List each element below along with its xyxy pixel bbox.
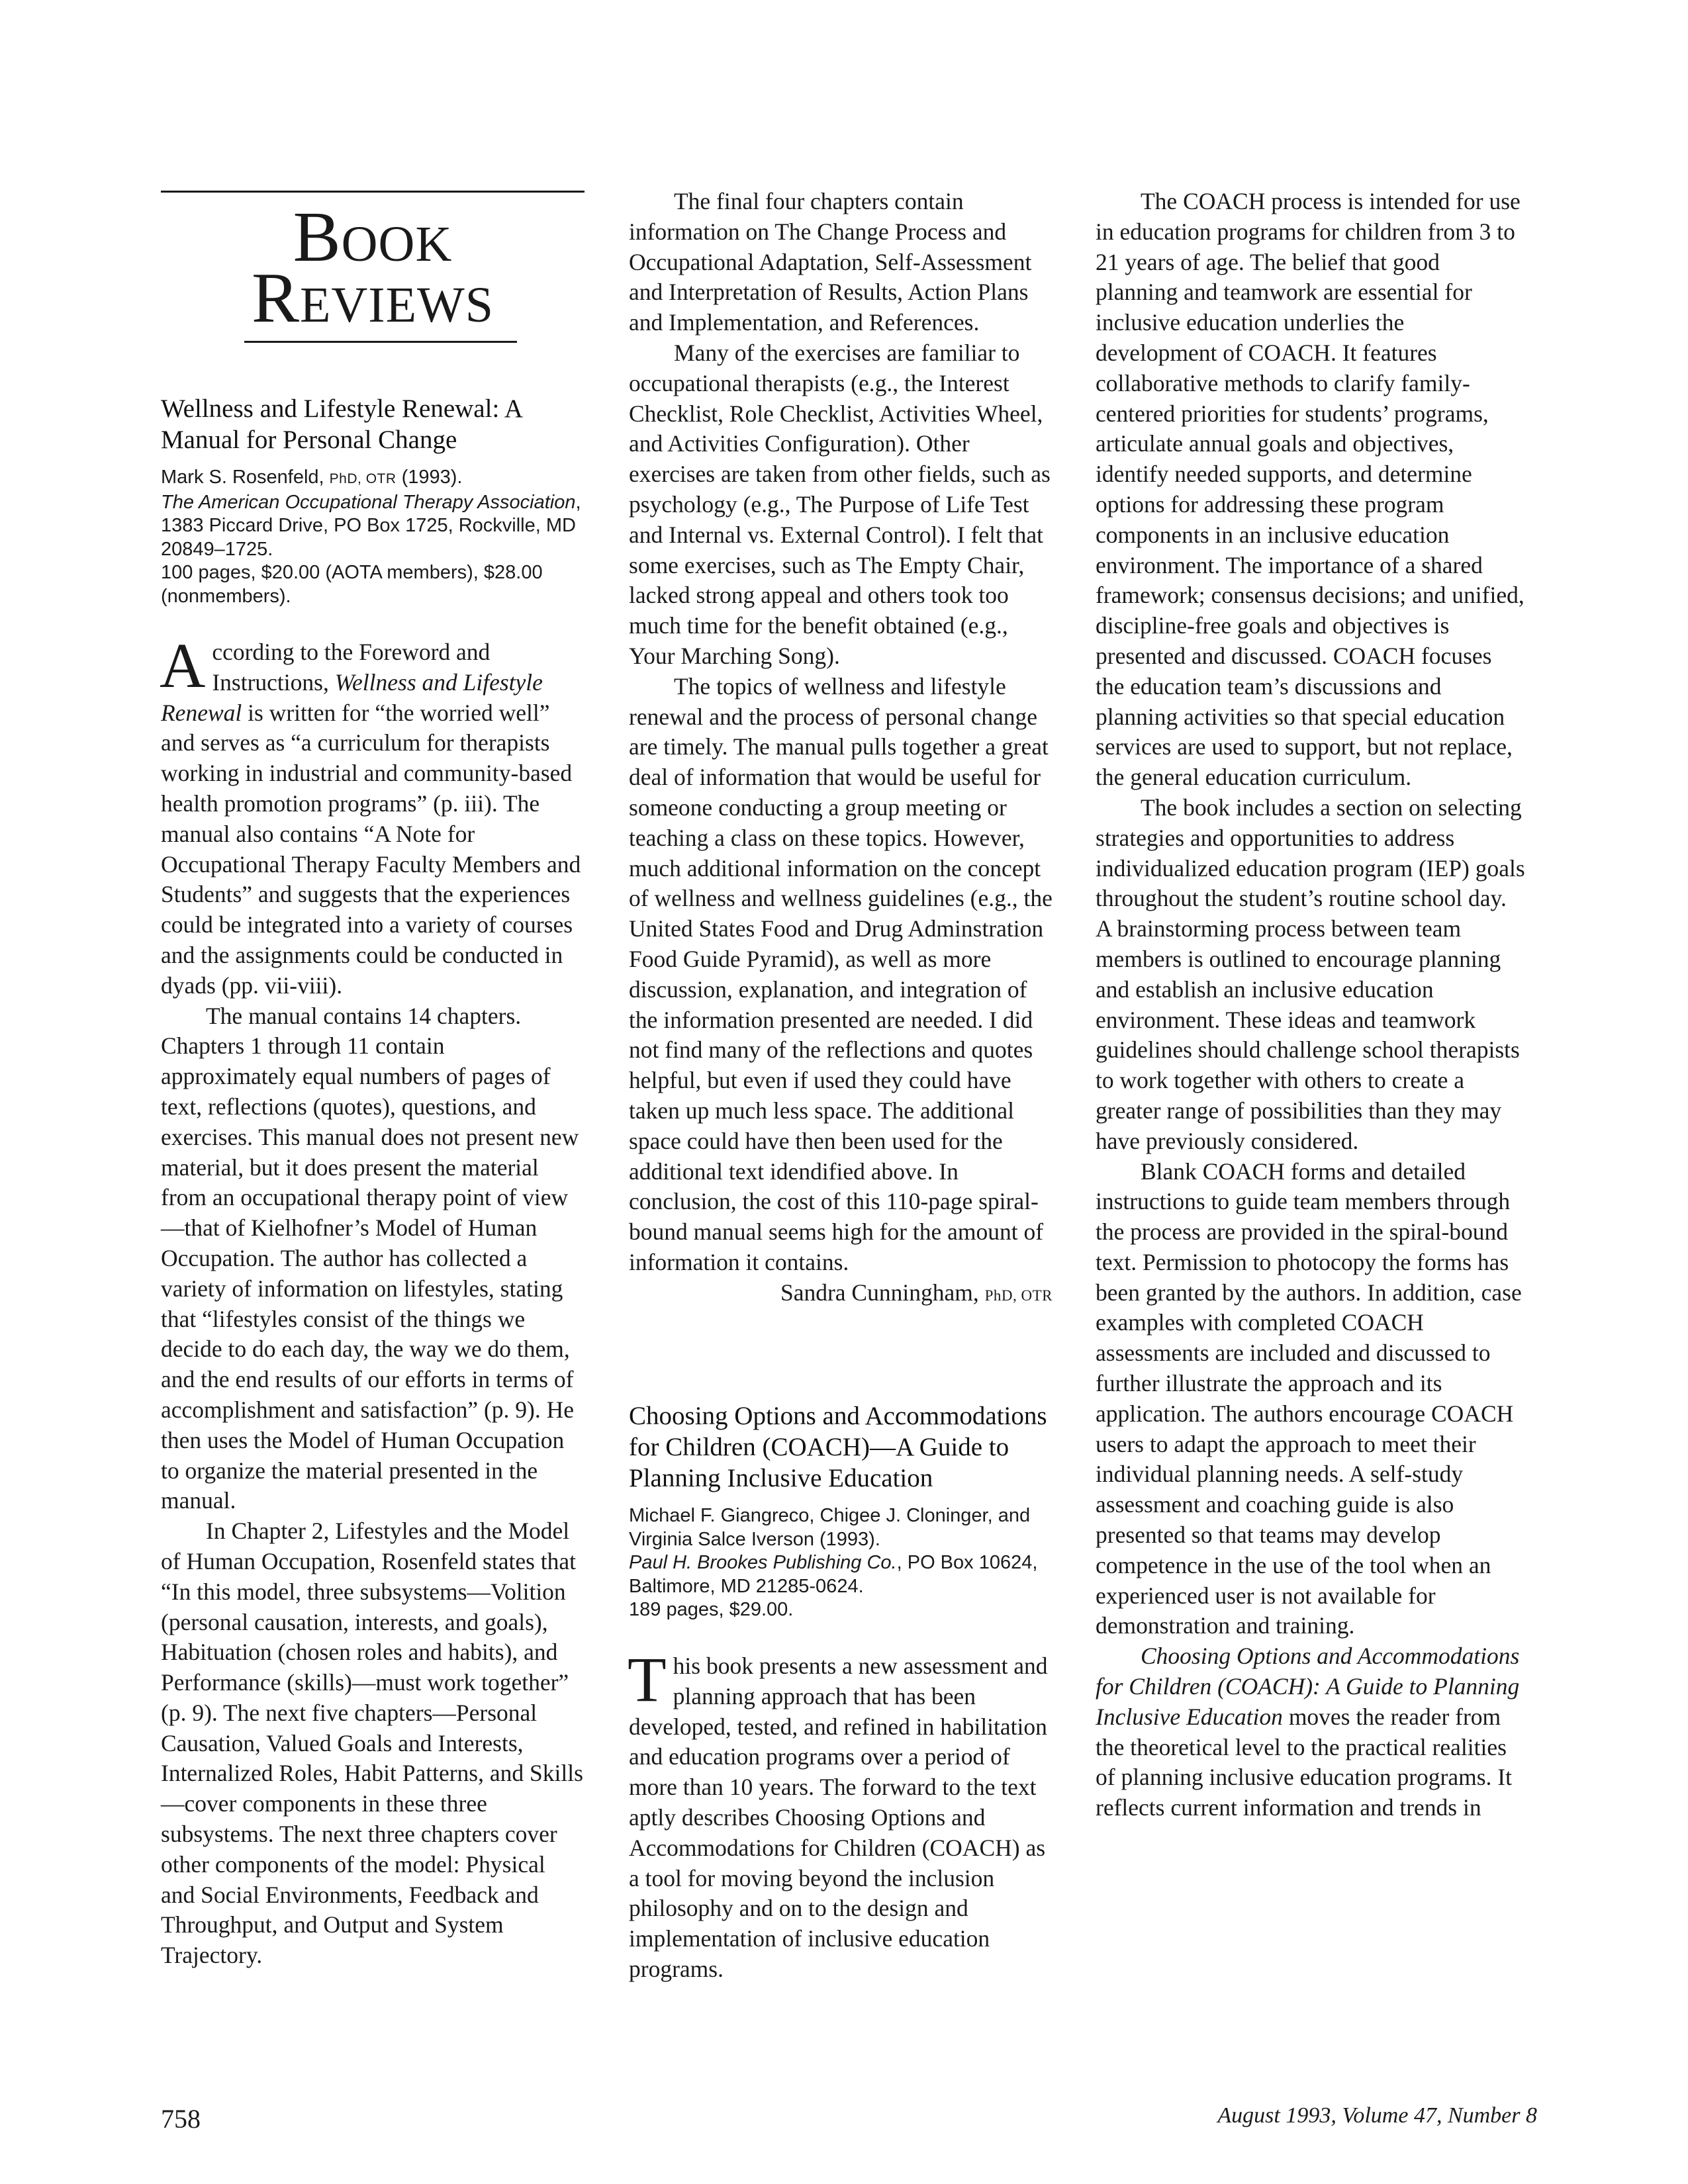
column-middle bbox=[629, 187, 1053, 1985]
review1-paragraph-6: The topics of wellness and lifestyle renewal and the process of personal change are timely. The manual pulls together a great deal of information that would be useful for someone conducting a group meeting or teaching a class on these topics. However, much additional information on the concept of wellness and wellness guidelines (e.g., the United States Food and Drug Adminstration Food Guide Pyramid), as well as more discussion, explanation, and integration of the information presented are needed. I did not find many of the reflections and quotes helpful, but even if used they could have taken up much less space. The additional space could have then been used for the additional text idendified above. In conclusion, the cost of this 110-page spiral-bound manual seems high for the amount of information it contains. bbox=[629, 672, 1053, 1275]
page-number: 758 bbox=[161, 2104, 201, 2134]
review1-author: Mark S. Rosenfeld, bbox=[161, 467, 324, 488]
review2-address: , PO Box 10624, Baltimore, MD 21285-0624. bbox=[629, 1552, 1038, 1597]
section-heading-line2: Reviews bbox=[251, 259, 494, 338]
review1-body-continued bbox=[629, 187, 1053, 1278]
review1-reviewer-credentials: PhD, OTR bbox=[984, 1287, 1053, 1304]
review1-publisher: The American Occupational Therapy Association bbox=[161, 491, 576, 513]
review1-citation bbox=[161, 466, 585, 608]
review2-paragraph-3: The book includes a section on selecting strategies and opportunities to address individualized education program (IEP) goals throughout the student’s routine school day. A brainstorming process between team members is outlined to encourage planning and establish an inclusive education environment. These ideas and teamwork guidelines should challenge school therapists to work together with others to create a greater range of possibilities than they may have previously considered. bbox=[1096, 794, 1525, 1154]
review2-authors: Michael F. Giangreco, Chigee J. Cloninger, and Virginia Salce Iverson (1993). bbox=[629, 1505, 1031, 1550]
review1-address: , 1383 Piccard Drive, PO Box 1725, Rockville, MD 20849–1725. bbox=[161, 491, 581, 560]
review1-p1-text-a: ccording to the Foreword and Instructions, bbox=[212, 639, 491, 696]
section-masthead bbox=[161, 191, 585, 343]
column-right bbox=[1096, 187, 1526, 1823]
review1-author-credentials: PhD, OTR bbox=[329, 471, 397, 486]
review1-year: (1993). bbox=[401, 467, 463, 488]
review2-details: 189 pages, $29.00. bbox=[629, 1599, 794, 1621]
section-heading bbox=[161, 193, 585, 338]
review2-dropcap: T bbox=[628, 1643, 667, 1715]
review1-p1-book-title: Wellness and Lifestyle Renewal bbox=[161, 668, 543, 726]
review1-paragraph-3: In Chapter 2, Lifestyles and the Model of Human Occupation, Rosenfeld states that “In this model, three subsystems—Volition (personal causation, interests, and goals), Habituation (chosen roles and habits), and Performance (skills)—must work together” (p. 9). The next five chapters—Personal Causation, Valued Goals and Interests, Internalized Roles, Habit Patterns, and Skills—cover components in these three subsystems. The next three chapters cover other components of the model: Physical and Social Environments, Feedback and Throughput, and Output and System Trajectory. bbox=[161, 1518, 583, 1969]
review2-paragraph-1 bbox=[628, 1643, 1053, 1985]
review2-paragraph-4: Blank COACH forms and detailed instructions to guide team members through the process are provided in the spiral-bound text. Permission to photocopy the forms has been granted by the authors. In addition, case examples with completed COACH assessments are included and discussed to further illustrate the approach and its application. The authors encourage COACH users to adapt the approach to meet their individual planning needs. A self-study assessment and coaching guide is also presented so that teams may develop competence in the use of the tool when an experienced user is not available for demonstration and training. bbox=[1096, 1158, 1522, 1639]
review2-p5-text: moves the reader from the theoretical level to the practical realities of planning inclusive education programs. It reflects current information and trends in bbox=[1096, 1703, 1512, 1821]
review2-paragraph-2: The COACH process is intended for use in education programs for children from 3 to 21 years of age. The belief that good planning and teamwork are essential for inclusive education underlies the development of COACH. It features collaborative methods to clarify family-centered priorities for students’ programs, articulate annual goals and objectives, identify needed supports, and determine options for addressing these program components in an inclusive education environment. The importance of a shared framework; consensus decisions; and unified, discipline-free goals and objectives is presented and discussed. COACH focuses the education team’s discussions and planning activities so that special education services are used to support, but not replace, the general education curriculum. bbox=[1096, 188, 1524, 791]
review2-title: Choosing Options and Accommodations for Children (COACH)—A Guide to Planning Inclusive Education bbox=[629, 1402, 1047, 1493]
review2-p1-text: his book presents a new assessment and planning approach that has been developed, tested, and refined in habilitation and education programs over a period of more than 10 years. The forward to the text aptly describes Choosing Options and Accommodations for Children (COACH) as a tool for moving beyond the inclusion philosophy and on to the design and implementation of inclusive education programs. bbox=[629, 1652, 1048, 1982]
review2-paragraph-5 bbox=[1096, 1641, 1526, 1823]
masthead-rule-bottom bbox=[244, 341, 517, 343]
review2-publisher-line bbox=[629, 1551, 1053, 1598]
review1-body bbox=[160, 630, 585, 1971]
section-heading-line1: Book bbox=[293, 198, 453, 277]
review2-body bbox=[628, 1643, 1053, 1985]
review2-body-continued bbox=[1096, 187, 1526, 1823]
review1-details: 100 pages, $20.00 (AOTA members), $28.00 (nonmembers). bbox=[161, 562, 543, 607]
review1-p1-text-b: is written for “the worried well” and serves as “a curriculum for therapists working in industrial and community-based health promotion programs” (p. iii). The manual also contains “A Note for Occupational Therapy Faculty Members and Students” and suggests that the experiences could be integrated into a variety of courses and the assignments could be conducted in dyads (pp. vii-viii). bbox=[161, 699, 581, 999]
review1-paragraph-4: The final four chapters contain information on The Change Process and Occupational Adaptation, Self-Assessment and Interpretation of Results, Action Plans and Implementation, and References. bbox=[629, 188, 1032, 336]
review1-author-line bbox=[161, 466, 585, 491]
review1-reviewer-signature bbox=[629, 1278, 1053, 1311]
issue-info: August 1993, Volume 47, Number 8 bbox=[1217, 2103, 1537, 2128]
review2-citation bbox=[629, 1504, 1053, 1622]
column-left bbox=[161, 185, 585, 1971]
review2-p5-book-title: Choosing Options and Accommodations for Children (COACH): A Guide to Planning Inclusive Education bbox=[1096, 1643, 1520, 1730]
review1-publisher-line bbox=[161, 491, 585, 562]
review1-paragraph-5: Many of the exercises are familiar to occupational therapists (e.g., the Interest Checklist, Role Checklist, Activities Wheel, and Activities Configuration). Other exercises are taken from other fields, such as psychology (e.g., The Purpose of Life Test and Internal vs. External Control). I felt that some exercises, such as The Empty Chair, lacked strong appeal and others took too much time for the benefit obtained (e.g., Your Marching Song). bbox=[629, 339, 1051, 669]
review1-reviewer-name: Sandra Cunningham, bbox=[780, 1279, 979, 1306]
review2-publisher: Paul H. Brookes Publishing Co. bbox=[629, 1552, 897, 1574]
review1-title: Wellness and Lifestyle Renewal: A Manual for Personal Change bbox=[161, 394, 522, 454]
review1-paragraph-1 bbox=[160, 630, 585, 1001]
review1-paragraph-2: The manual contains 14 chapters. Chapters 1 through 11 contain approximately equal numbers of pages of text, reflections (quotes), questions, and exercises. This manual does not present new material, but it does present the material from an occupational therapy point of view—that of Kielhofner’s Model of Human Occupation. The author has collected a variety of information on lifestyles, stating that “lifestyles consist of the things we decide to do each day, the way we do them, and the end results of our efforts in terms of accomplishment and satisfaction” (p. 9). He then uses the Model of Human Occupation to organize the material presented in the manual. bbox=[161, 1002, 579, 1514]
review1-dropcap: A bbox=[160, 630, 206, 701]
